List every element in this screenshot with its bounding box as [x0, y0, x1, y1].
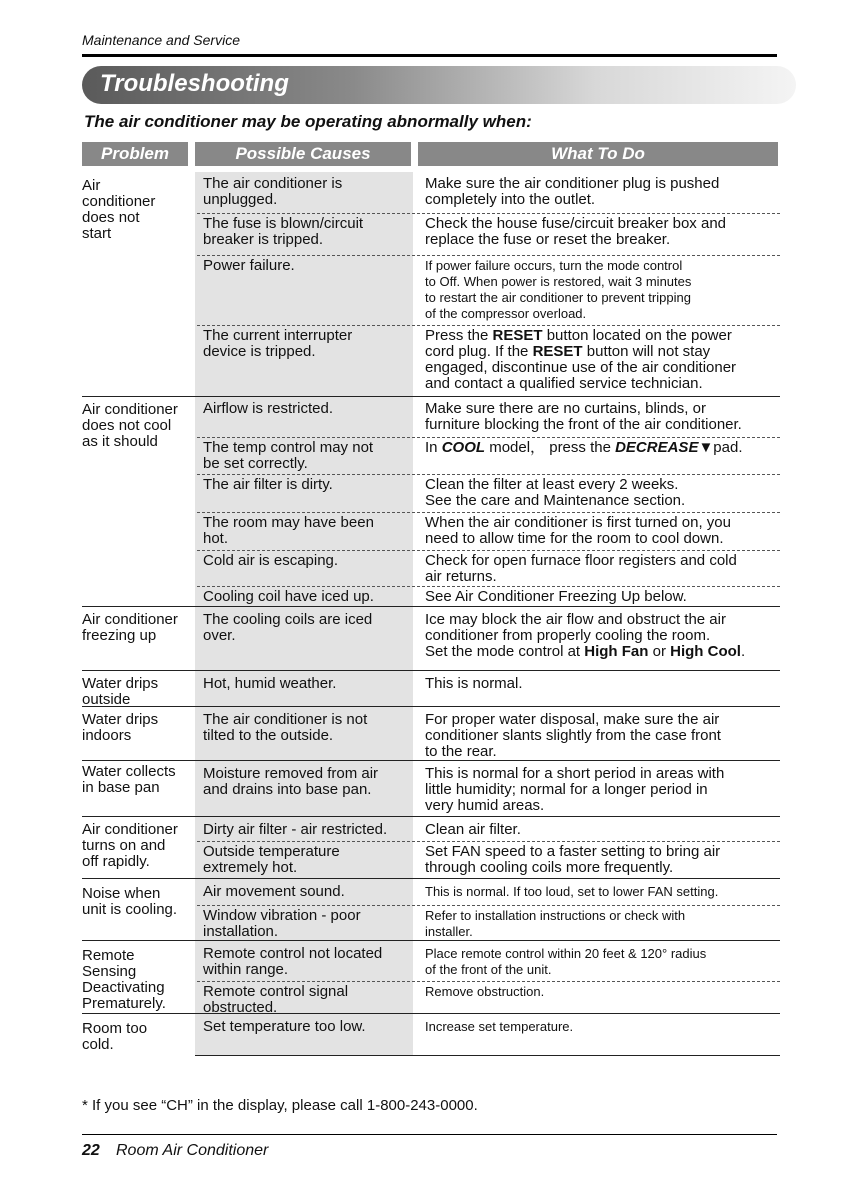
- todo-cell: This is normal. If too loud, set to lower FAN setting.: [425, 884, 719, 899]
- problem-cell: Water drips indoors: [82, 711, 159, 744]
- page-number: 22: [82, 1142, 100, 1159]
- cause-cell: The temp control may not be set correctly.: [203, 439, 374, 472]
- row-divider: [82, 816, 780, 817]
- problem-cell: Remote Sensing Deactivating Prematurely.: [82, 947, 166, 1012]
- row-divider: [82, 940, 780, 941]
- row-divider: [82, 670, 780, 671]
- item-divider: [197, 474, 780, 475]
- todo-cell: This is normal for a short period in areas with little humidity; normal for a longer period in very humid areas.: [425, 765, 725, 814]
- todo-cell: Make sure the air conditioner plug is pushed completely into the outlet.: [425, 175, 720, 208]
- cause-cell: The fuse is blown/circuit breaker is tripped.: [203, 215, 364, 248]
- cause-cell: The air filter is dirty.: [203, 476, 333, 493]
- cause-cell: The current interrupter device is tripped.: [203, 327, 353, 360]
- todo-cell: Remove obstruction.: [425, 984, 545, 999]
- problem-cell: Air conditioner turns on and off rapidly.: [82, 821, 178, 870]
- item-divider: [197, 586, 780, 587]
- todo-cell: Place remote control within 20 feet & 120° radius of the front of the unit.: [425, 946, 707, 977]
- item-divider: [197, 841, 780, 842]
- todo-cell: Ice may block the air flow and obstruct the air conditioner from properly cooling the room. Set the mode control at High Fan or High Cool.: [425, 611, 746, 660]
- row-divider: [82, 606, 780, 607]
- todo-cell: Clean air filter.: [425, 821, 521, 838]
- row-divider: [82, 1013, 780, 1014]
- problem-cell: Water collects in base pan: [82, 763, 176, 796]
- todo-cell: For proper water disposal, make sure the air conditioner slants slightly from the case front to the rear.: [425, 711, 721, 760]
- row-divider: [82, 396, 780, 397]
- footer-title: Room Air Conditioner: [116, 1142, 269, 1159]
- cause-cell: Dirty air filter - air restricted.: [203, 821, 388, 838]
- problem-cell: Air conditioner does not start: [82, 177, 156, 242]
- cause-cell: Hot, humid weather.: [203, 675, 337, 692]
- problem-cell: Air conditioner freezing up: [82, 611, 178, 644]
- footnote: * If you see “CH” in the display, please call 1-800-243-0000.: [82, 1097, 478, 1114]
- row-divider: [82, 706, 780, 707]
- top-rule: [82, 54, 777, 57]
- todo-cell: See Air Conditioner Freezing Up below.: [425, 588, 687, 605]
- cause-cell: The air conditioner is not tilted to the outside.: [203, 711, 368, 744]
- cause-cell: Cooling coil have iced up.: [203, 588, 374, 605]
- todo-cell: Set FAN speed to a faster setting to bring air through cooling coils more frequently.: [425, 843, 721, 876]
- cause-cell: Air movement sound.: [203, 883, 345, 900]
- header-todo: What To Do: [418, 142, 778, 166]
- item-divider: [197, 213, 780, 214]
- item-divider: [197, 550, 780, 551]
- subtitle: The air conditioner may be operating abnormally when:: [84, 112, 532, 131]
- todo-cell: Make sure there are no curtains, blinds, or furniture blocking the front of the air conditioner.: [425, 400, 742, 433]
- item-divider: [197, 437, 780, 438]
- row-divider: [82, 760, 780, 761]
- todo-cell: This is normal.: [425, 675, 523, 692]
- item-divider: [197, 981, 780, 982]
- todo-cell: When the air conditioner is first turned on, you need to allow time for the room to cool down.: [425, 514, 731, 547]
- todo-cell: If power failure occurs, turn the mode control to Off. When power is restored, wait 3 minutes to restart the air conditioner to prevent tripping of the compressor overload.: [425, 258, 692, 321]
- problem-cell: Noise when unit is cooling.: [82, 885, 178, 918]
- header-problem: Problem: [82, 142, 188, 166]
- cause-cell: Remote control signal obstructed.: [203, 983, 349, 1016]
- item-divider: [197, 905, 780, 906]
- cause-cell: Remote control not located within range.: [203, 945, 383, 978]
- todo-cell: Refer to installation instructions or check with installer.: [425, 908, 686, 939]
- problem-cell: Air conditioner does not cool as it should: [82, 401, 178, 450]
- cause-cell: Airflow is restricted.: [203, 400, 334, 417]
- cause-cell: Moisture removed from air and drains into base pan.: [203, 765, 379, 798]
- problem-cell: Room too cold.: [82, 1020, 148, 1053]
- bottom-rule: [82, 1134, 777, 1135]
- problem-cell: Water drips outside: [82, 675, 159, 708]
- todo-cell: In COOL model， press the DECREASE▼pad.: [425, 439, 743, 456]
- cause-cell: Outside temperature extremely hot.: [203, 843, 340, 876]
- todo-cell: Check the house fuse/circuit breaker box and replace the fuse or reset the breaker.: [425, 215, 727, 248]
- cause-cell: Cold air is escaping.: [203, 552, 339, 569]
- title-banner: [82, 66, 796, 104]
- todo-cell: Clean the filter at least every 2 weeks. See the care and Maintenance section.: [425, 476, 686, 509]
- cause-cell: Window vibration - poor installation.: [203, 907, 361, 940]
- todo-cell: Check for open furnace floor registers and cold air returns.: [425, 552, 737, 585]
- header-causes: Possible Causes: [195, 142, 411, 166]
- cause-cell: The air conditioner is unplugged.: [203, 175, 343, 208]
- todo-cell: Press the RESET button located on the power cord plug. If the RESET button will not stay engaged, discontinue use of the air conditioner and contact a qualified service technician.: [425, 327, 737, 392]
- page-title: Troubleshooting: [100, 70, 289, 97]
- item-divider: [197, 512, 780, 513]
- row-divider: [82, 878, 780, 879]
- section-label: Maintenance and Service: [82, 32, 240, 48]
- item-divider: [197, 255, 780, 256]
- cause-cell: Set temperature too low.: [203, 1018, 366, 1035]
- item-divider: [197, 325, 780, 326]
- cause-cell: Power failure.: [203, 257, 295, 274]
- todo-cell: Increase set temperature.: [425, 1019, 574, 1034]
- cause-cell: The cooling coils are iced over.: [203, 611, 373, 644]
- table-bottom-rule: [195, 1055, 780, 1056]
- cause-cell: The room may have been hot.: [203, 514, 374, 547]
